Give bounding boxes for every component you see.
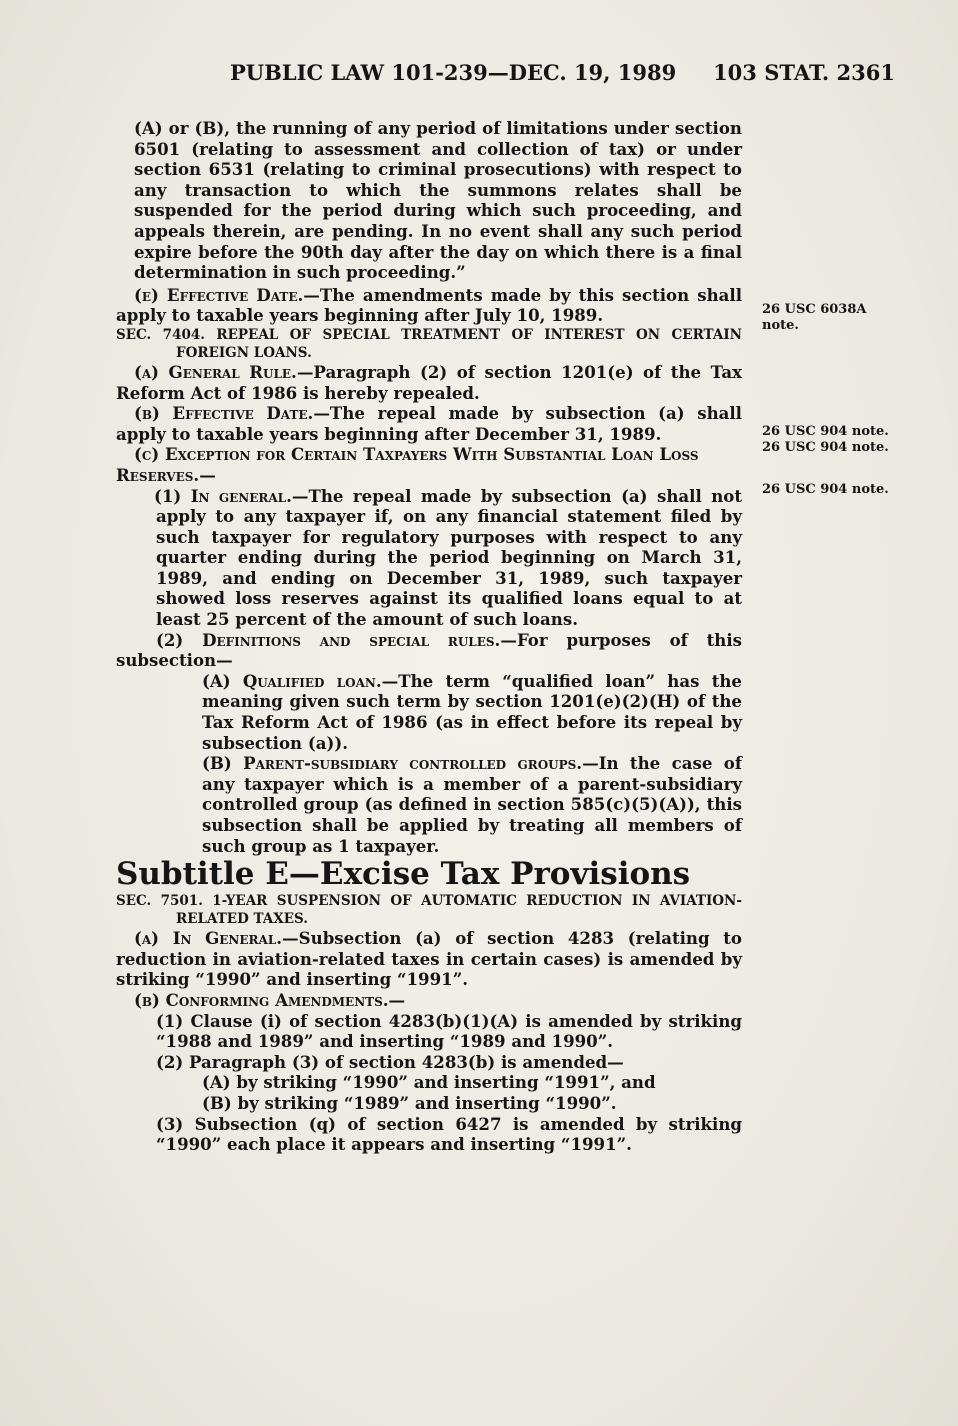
margin-note-904-c: 26 USC 904 note. xyxy=(762,482,889,497)
subparagraph-c2A-text: —The term “qualified loan” has the meaning given such term by section 1201(e)(2)(H) of the Tax Reform Act of 1986 (as in effect before its repeal by subsection (a)). xyxy=(202,670,742,753)
header-page-number: 103 STAT. 2361 xyxy=(713,60,895,85)
subsection-a-heading: (a) General Rule. xyxy=(134,361,297,382)
subsection-c-text: — xyxy=(199,464,216,485)
subparagraph-c2B xyxy=(116,753,742,856)
subsection-b-text: —The repeal made by subsection (a) shall apply to taxable years beginning after December 31, 1989. xyxy=(116,403,742,444)
paragraph-7501-b1: (1) Clause (i) of section 4283(b)(1)(A) is amended by striking “1988 and 1989” and inserting “1989 and 1990”. xyxy=(156,1010,742,1052)
subsection-7501-b-text: — xyxy=(388,989,406,1010)
subsection-b-heading: (b) Effective Date. xyxy=(134,403,314,424)
subtitle-heading: Subtitle E—Excise Tax Provisions xyxy=(116,856,691,893)
margin-note-904-b: 26 USC 904 note. xyxy=(762,440,889,455)
paragraph-continuation: (A) or (B), the running of any period of limitations under section 6501 (relating to assessment and collection of tax) or under section 6531 (relating to criminal prosecutions) with respect to any transaction to which the summons relates shall be suspended for the period during which such proceeding, and appeals therein, are pending. In no event shall any such period expire before the 90th day after the day on which there is a final determination in such proceeding.” xyxy=(134,118,742,283)
header-citation: PUBLIC LAW 101-239—DEC. 19, 1989 xyxy=(230,60,677,85)
subsection-7501-b xyxy=(116,990,742,1011)
subsection-a xyxy=(116,362,742,403)
subparagraph-c2B-text: —In the case of any taxpayer which is a member of a parent-subsidiary controlled group (as defined in section 585(c)(5)(A)), this subsection shall be applied by treating all members of such group as 1 taxpayer. xyxy=(202,753,743,856)
paragraph-c2 xyxy=(116,630,742,671)
margin-note-6038a-line1: 26 USC 6038A xyxy=(762,302,867,317)
paragraph-c2-heading: (2) Definitions and special rules. xyxy=(156,629,501,650)
section-7501-heading: SEC. 7501. 1-YEAR SUSPENSION OF AUTOMATIC REDUCTION IN AVIATION-RELATED TAXES. xyxy=(116,893,742,928)
subsection-c-heading: (c) Exception for Certain Taxpayers With Substantial Loan Loss Reserves. xyxy=(116,444,699,485)
paragraph-7501-b2: (2) Paragraph (3) of section 4283(b) is amended— xyxy=(156,1051,624,1072)
subsection-7501-a-heading: (a) In General. xyxy=(134,928,283,949)
subsection-7501-a-text: —Subsection (a) of section 4283 (relating to reduction in aviation-related taxes in certain cases) is amended by striking “1990” and inserting “1991”. xyxy=(116,928,742,990)
subsection-7501-a xyxy=(116,928,742,990)
subsection-c xyxy=(116,444,742,485)
subsection-e xyxy=(116,285,742,326)
subparagraph-7501-b2A: (A) by striking “1990” and inserting “1991”, and xyxy=(202,1072,656,1093)
paragraph-7501-b3: (3) Subsection (q) of section 6427 is amended by striking “1990” each place it appears and inserting “1991”. xyxy=(156,1113,742,1155)
subsection-e-text: —The amendments made by this section shall apply to taxable years beginning after July 10, 1989. xyxy=(116,284,742,326)
paragraph-c2-text: —For purposes of this subsection— xyxy=(116,629,743,671)
margin-note-904-a: 26 USC 904 note. xyxy=(762,424,889,439)
subparagraph-7501-b2B: (B) by striking “1989” and inserting “1990”. xyxy=(202,1092,617,1113)
subsection-b xyxy=(116,403,742,444)
subparagraph-c2A-heading: (A) Qualified loan. xyxy=(202,670,382,691)
paragraph-c1-text: —The repeal made by subsection (a) shall not apply to any taxpayer if, on any financial statement filed by such taxpayer for regulatory purposes with respect to any quarter ending during the period beginning on March 31, 1989, and ending on December 31, 1989, such taxpayer showed loss reserves against its qualified loans equal to at least 25 percent of the amount of such loans. xyxy=(156,485,742,630)
document-body xyxy=(116,118,742,1155)
subsection-a-text: —Paragraph (2) of section 1201(e) of the Tax Reform Act of 1986 is hereby repealed. xyxy=(116,361,742,403)
section-7404-heading: SEC. 7404. REPEAL OF SPECIAL TREATMENT OF INTEREST ON CERTAIN FOREIGN LOANS. xyxy=(116,326,742,361)
margin-note-6038a xyxy=(762,302,866,334)
subsection-7501-b-heading: (b) Conforming Amendments. xyxy=(134,989,389,1010)
subsection-e-heading: (e) Effective Date. xyxy=(134,284,304,305)
subparagraph-c2B-heading: (B) Parent-subsidiary controlled groups. xyxy=(202,753,583,774)
margin-note-6038a-line2: note. xyxy=(762,318,799,333)
paragraph-c1-heading: (1) In general. xyxy=(154,485,292,506)
paragraph-c1 xyxy=(116,486,742,630)
subparagraph-c2A xyxy=(116,671,742,753)
